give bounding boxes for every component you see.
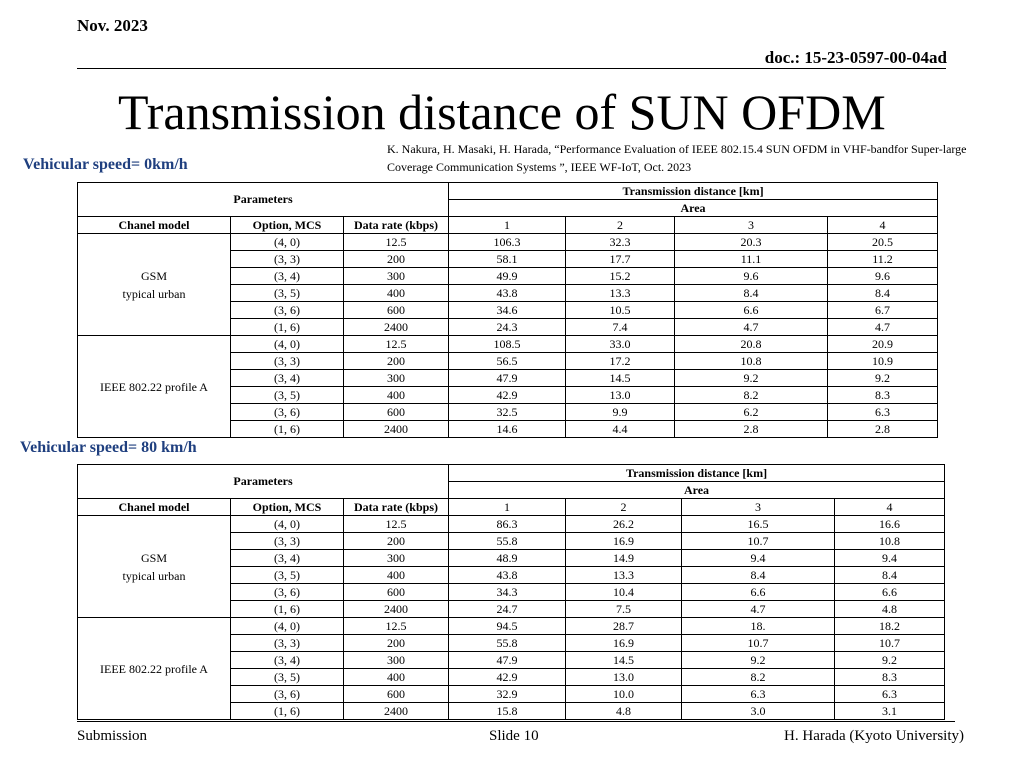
- distance-area-1-cell: 43.8: [449, 567, 566, 584]
- distance-area-2-cell: 28.7: [566, 618, 682, 635]
- area-3-header: 3: [675, 217, 828, 234]
- distance-area-3-cell: 4.7: [682, 601, 835, 618]
- area-4-header: 4: [835, 499, 945, 516]
- option-mcs-cell: (4, 0): [231, 618, 344, 635]
- data-rate-cell: 400: [344, 285, 449, 302]
- distance-area-2-cell: 33.0: [566, 336, 675, 353]
- distance-area-1-cell: 32.9: [449, 686, 566, 703]
- distance-area-4-cell: 9.6: [828, 268, 938, 285]
- speed-label-0: Vehicular speed= 0km/h: [23, 156, 188, 173]
- data-rate-cell: 300: [344, 268, 449, 285]
- distance-area-4-cell: 16.6: [835, 516, 945, 533]
- distance-area-3-cell: 6.6: [682, 584, 835, 601]
- distance-area-3-cell: 10.7: [682, 533, 835, 550]
- distance-area-4-cell: 11.2: [828, 251, 938, 268]
- distance-area-1-cell: 86.3: [449, 516, 566, 533]
- option-mcs-cell: (3, 6): [231, 686, 344, 703]
- distance-area-1-cell: 32.5: [449, 404, 566, 421]
- distance-area-2-cell: 17.7: [566, 251, 675, 268]
- distance-area-4-cell: 3.1: [835, 703, 945, 720]
- distance-area-3-cell: 4.7: [675, 319, 828, 336]
- data-rate-cell: 12.5: [344, 516, 449, 533]
- distance-area-3-cell: 6.6: [675, 302, 828, 319]
- distance-area-3-cell: 10.7: [682, 635, 835, 652]
- distance-area-1-cell: 24.3: [449, 319, 566, 336]
- option-mcs-cell: (3, 4): [231, 652, 344, 669]
- distance-area-3-cell: 8.4: [675, 285, 828, 302]
- option-mcs-cell: (3, 5): [231, 387, 344, 404]
- distance-area-3-cell: 9.2: [675, 370, 828, 387]
- distance-area-2-cell: 26.2: [566, 516, 682, 533]
- distance-area-1-cell: 55.8: [449, 533, 566, 550]
- distance-area-4-cell: 20.9: [828, 336, 938, 353]
- distance-area-2-cell: 13.0: [566, 669, 682, 686]
- distance-area-2-cell: 17.2: [566, 353, 675, 370]
- channel-model-cell: IEEE 802.22 profile A: [78, 618, 231, 720]
- data-rate-cell: 200: [344, 251, 449, 268]
- option-mcs-cell: (4, 0): [231, 336, 344, 353]
- distance-area-2-cell: 13.0: [566, 387, 675, 404]
- data-rate-cell: 200: [344, 533, 449, 550]
- channel-model-cell: IEEE 802.22 profile A: [78, 336, 231, 438]
- header-date: Nov. 2023: [77, 16, 148, 35]
- distance-area-3-cell: 3.0: [682, 703, 835, 720]
- distance-area-3-cell: 9.4: [682, 550, 835, 567]
- distance-area-4-cell: 6.6: [835, 584, 945, 601]
- data-rate-cell: 600: [344, 686, 449, 703]
- area-4-header: 4: [828, 217, 938, 234]
- distance-area-4-cell: 6.7: [828, 302, 938, 319]
- distance-area-2-cell: 7.4: [566, 319, 675, 336]
- channel-model-header: Chanel model: [78, 499, 231, 516]
- table-row: [78, 516, 945, 533]
- distance-header: Transmission distance [km]: [449, 465, 945, 482]
- option-mcs-cell: (3, 3): [231, 353, 344, 370]
- distance-area-1-cell: 48.9: [449, 550, 566, 567]
- speed-label-1: Vehicular speed= 80 km/h: [20, 439, 197, 456]
- distance-area-4-cell: 2.8: [828, 421, 938, 438]
- option-mcs-cell: (3, 6): [231, 302, 344, 319]
- data-rate-cell: 12.5: [344, 336, 449, 353]
- data-rate-cell: 600: [344, 302, 449, 319]
- distance-area-4-cell: 8.4: [828, 285, 938, 302]
- parameters-header: Parameters: [78, 183, 449, 217]
- distance-area-2-cell: 32.3: [566, 234, 675, 251]
- option-mcs-cell: (3, 5): [231, 669, 344, 686]
- distance-area-1-cell: 108.5: [449, 336, 566, 353]
- distance-area-4-cell: 4.7: [828, 319, 938, 336]
- data-rate-cell: 400: [344, 669, 449, 686]
- distance-area-3-cell: 9.6: [675, 268, 828, 285]
- citation: K. Nakura, H. Masaki, H. Harada, “Performance Evaluation of IEEE 802.15.4 SUN OFDM in VHF-bandfor Super-large Coverage Communication Systems ”, IEEE WF-IoT, Oct. 2023: [387, 142, 967, 174]
- distance-area-3-cell: 8.4: [682, 567, 835, 584]
- channel-model-cell: GSM typical urban: [78, 516, 231, 618]
- distance-area-4-cell: 18.2: [835, 618, 945, 635]
- option-mcs-cell: (1, 6): [231, 601, 344, 618]
- distance-area-2-cell: 10.5: [566, 302, 675, 319]
- distance-area-4-cell: 9.2: [835, 652, 945, 669]
- data-rate-cell: 400: [344, 567, 449, 584]
- distance-area-2-cell: 13.3: [566, 285, 675, 302]
- data-rate-header: Data rate (kbps): [344, 217, 449, 234]
- distance-area-1-cell: 56.5: [449, 353, 566, 370]
- option-mcs-cell: (3, 4): [231, 268, 344, 285]
- distance-area-3-cell: 16.5: [682, 516, 835, 533]
- distance-table-1: [77, 464, 945, 720]
- distance-area-2-cell: 14.5: [566, 370, 675, 387]
- distance-area-4-cell: 10.8: [835, 533, 945, 550]
- option-mcs-cell: (3, 3): [231, 251, 344, 268]
- area-2-header: 2: [566, 217, 675, 234]
- distance-area-2-cell: 14.5: [566, 652, 682, 669]
- footer-divider: [77, 721, 955, 722]
- distance-area-2-cell: 13.3: [566, 567, 682, 584]
- option-mcs-cell: (3, 4): [231, 370, 344, 387]
- header-doc-id: doc.: 15-23-0597-00-04ad: [764, 48, 947, 67]
- option-mcs-cell: (3, 3): [231, 635, 344, 652]
- distance-area-1-cell: 34.3: [449, 584, 566, 601]
- distance-area-1-cell: 24.7: [449, 601, 566, 618]
- distance-area-4-cell: 10.9: [828, 353, 938, 370]
- distance-area-1-cell: 43.8: [449, 285, 566, 302]
- distance-area-1-cell: 42.9: [449, 387, 566, 404]
- distance-area-1-cell: 15.8: [449, 703, 566, 720]
- data-rate-cell: 600: [344, 584, 449, 601]
- distance-area-3-cell: 6.2: [675, 404, 828, 421]
- distance-area-4-cell: 8.3: [835, 669, 945, 686]
- distance-area-2-cell: 14.9: [566, 550, 682, 567]
- distance-area-2-cell: 9.9: [566, 404, 675, 421]
- data-rate-cell: 600: [344, 404, 449, 421]
- footer-submission: Submission: [77, 728, 148, 744]
- distance-area-3-cell: 18.: [682, 618, 835, 635]
- area-2-header: 2: [566, 499, 682, 516]
- option-mcs-cell: (3, 5): [231, 567, 344, 584]
- option-mcs-cell: (4, 0): [231, 234, 344, 251]
- distance-area-4-cell: 10.7: [835, 635, 945, 652]
- distance-area-1-cell: 58.1: [449, 251, 566, 268]
- distance-area-2-cell: 16.9: [566, 533, 682, 550]
- distance-area-1-cell: 55.8: [449, 635, 566, 652]
- option-mcs-cell: (3, 5): [231, 285, 344, 302]
- channel-model-header: Chanel model: [78, 217, 231, 234]
- table-row: [78, 234, 938, 251]
- data-rate-cell: 2400: [344, 421, 449, 438]
- data-rate-header: Data rate (kbps): [344, 499, 449, 516]
- distance-area-2-cell: 15.2: [566, 268, 675, 285]
- distance-area-3-cell: 2.8: [675, 421, 828, 438]
- distance-area-4-cell: 6.3: [835, 686, 945, 703]
- distance-area-1-cell: 94.5: [449, 618, 566, 635]
- data-rate-cell: 400: [344, 387, 449, 404]
- area-header: Area: [449, 482, 945, 499]
- data-rate-cell: 300: [344, 550, 449, 567]
- option-mcs-header: Option, MCS: [231, 499, 344, 516]
- distance-area-4-cell: 6.3: [828, 404, 938, 421]
- option-mcs-cell: (4, 0): [231, 516, 344, 533]
- distance-area-2-cell: 4.8: [566, 703, 682, 720]
- distance-header: Transmission distance [km]: [449, 183, 938, 200]
- distance-area-1-cell: 47.9: [449, 370, 566, 387]
- data-rate-cell: 200: [344, 635, 449, 652]
- data-rate-cell: 12.5: [344, 618, 449, 635]
- footer-slide-number: Slide 10: [489, 728, 539, 744]
- channel-model-cell: GSM typical urban: [78, 234, 231, 336]
- distance-area-4-cell: 20.5: [828, 234, 938, 251]
- header-divider: [77, 68, 946, 69]
- footer-author: H. Harada (Kyoto University): [784, 728, 964, 744]
- distance-area-4-cell: 8.3: [828, 387, 938, 404]
- data-rate-cell: 2400: [344, 319, 449, 336]
- distance-area-3-cell: 6.3: [682, 686, 835, 703]
- data-rate-cell: 2400: [344, 601, 449, 618]
- distance-area-1-cell: 42.9: [449, 669, 566, 686]
- data-rate-cell: 200: [344, 353, 449, 370]
- area-header: Area: [449, 200, 938, 217]
- distance-area-4-cell: 9.4: [835, 550, 945, 567]
- area-1-header: 1: [449, 499, 566, 516]
- distance-area-1-cell: 14.6: [449, 421, 566, 438]
- area-3-header: 3: [682, 499, 835, 516]
- area-1-header: 1: [449, 217, 566, 234]
- data-rate-cell: 12.5: [344, 234, 449, 251]
- distance-area-2-cell: 10.4: [566, 584, 682, 601]
- option-mcs-cell: (3, 4): [231, 550, 344, 567]
- distance-area-2-cell: 16.9: [566, 635, 682, 652]
- option-mcs-header: Option, MCS: [231, 217, 344, 234]
- distance-area-4-cell: 9.2: [828, 370, 938, 387]
- distance-area-3-cell: 20.3: [675, 234, 828, 251]
- table-row: [78, 336, 938, 353]
- distance-area-4-cell: 8.4: [835, 567, 945, 584]
- option-mcs-cell: (3, 6): [231, 584, 344, 601]
- distance-area-3-cell: 8.2: [675, 387, 828, 404]
- distance-area-3-cell: 8.2: [682, 669, 835, 686]
- distance-area-1-cell: 106.3: [449, 234, 566, 251]
- table-row: [78, 618, 945, 635]
- distance-area-1-cell: 49.9: [449, 268, 566, 285]
- distance-area-2-cell: 4.4: [566, 421, 675, 438]
- distance-area-3-cell: 10.8: [675, 353, 828, 370]
- option-mcs-cell: (1, 6): [231, 703, 344, 720]
- data-rate-cell: 300: [344, 652, 449, 669]
- data-rate-cell: 2400: [344, 703, 449, 720]
- distance-area-4-cell: 4.8: [835, 601, 945, 618]
- option-mcs-cell: (1, 6): [231, 319, 344, 336]
- distance-area-3-cell: 9.2: [682, 652, 835, 669]
- option-mcs-cell: (3, 3): [231, 533, 344, 550]
- slide-title: Transmission distance of SUN OFDM: [118, 84, 886, 140]
- distance-area-1-cell: 47.9: [449, 652, 566, 669]
- distance-area-3-cell: 11.1: [675, 251, 828, 268]
- distance-area-3-cell: 20.8: [675, 336, 828, 353]
- distance-area-2-cell: 10.0: [566, 686, 682, 703]
- data-rate-cell: 300: [344, 370, 449, 387]
- option-mcs-cell: (1, 6): [231, 421, 344, 438]
- distance-area-2-cell: 7.5: [566, 601, 682, 618]
- option-mcs-cell: (3, 6): [231, 404, 344, 421]
- distance-area-1-cell: 34.6: [449, 302, 566, 319]
- distance-table-0: [77, 182, 938, 438]
- parameters-header: Parameters: [78, 465, 449, 499]
